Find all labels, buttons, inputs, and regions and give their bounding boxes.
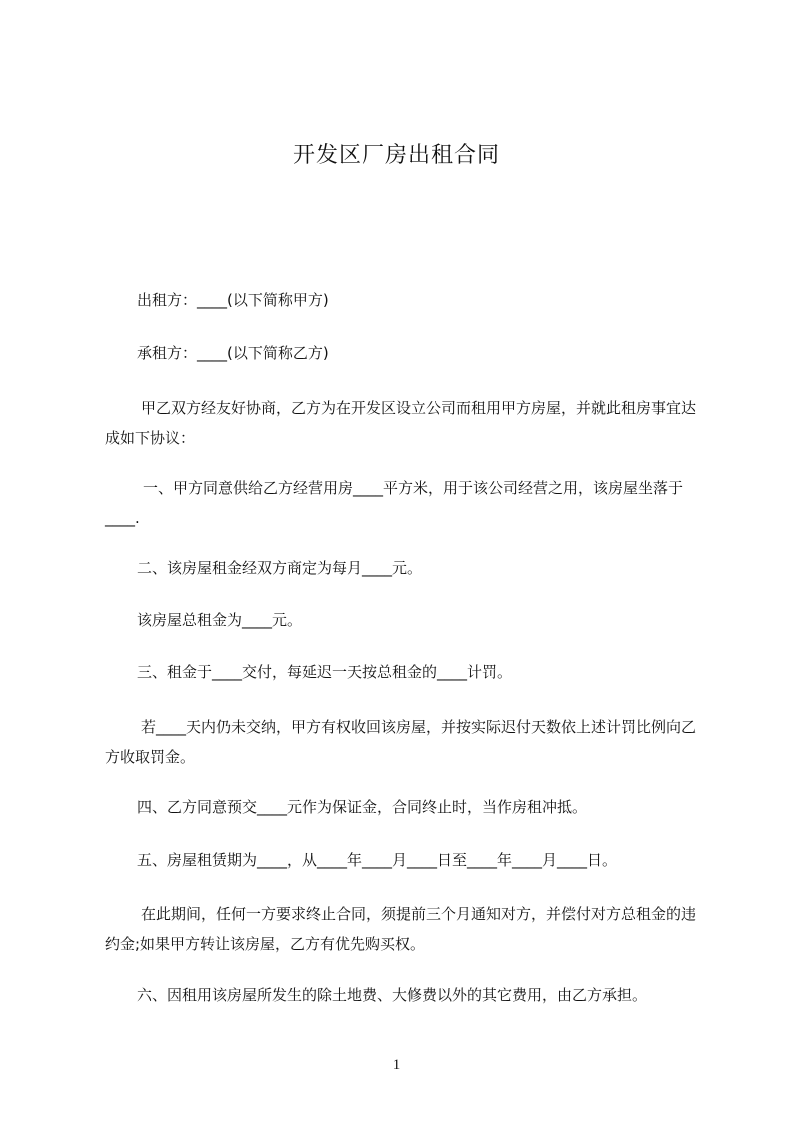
clause-six-paragraph: 六、因租用该房屋所发生的除土地费、大修费以外的其它费用，由乙方承担。: [137, 986, 648, 1004]
clause-three-paragraph: 三、租金于____交付，每延迟一天按总租金的____计罚。: [137, 663, 513, 681]
clause-four-paragraph: 四、乙方同意预交____元作为保证金，合同终止时，当作房租冲抵。: [137, 798, 588, 816]
clause-one-paragraph: 一、甲方同意供给乙方经营用房____平方米，用于该公司经营之用，该房屋坐落于____.: [105, 479, 684, 527]
document-title: 开发区厂房出租合同: [292, 143, 500, 168]
late-payment-paragraph: 若____天内仍未交纳，甲方有权收回该房屋，并按实际迟付天数依上述计罚比例向乙方收取罚金。: [105, 718, 697, 766]
clause-two-paragraph: 二、该房屋租金经双方商定为每月____元。: [137, 559, 423, 577]
total-rent-paragraph: 该房屋总租金为____元。: [137, 611, 303, 629]
lessee-line: 承租方：____(以下简称乙方): [137, 344, 329, 362]
clause-five-paragraph: 五、房屋租赁期为____，从____年____月____日至____年____月____日。: [137, 851, 618, 869]
agreement-intro-paragraph: 甲乙双方经友好协商，乙方为在开发区设立公司而租用甲方房屋，并就此租房事宜达成如下协议：: [105, 399, 697, 447]
page-number: 1: [392, 1057, 401, 1073]
lessor-line: 出租方：____(以下简称甲方): [137, 291, 329, 309]
termination-paragraph: 在此期间，任何一方要求终止合同，须提前三个月通知对方，并偿付对方总租金的违约金;如果甲方转让该房屋，乙方有优先购买权。: [105, 905, 697, 953]
